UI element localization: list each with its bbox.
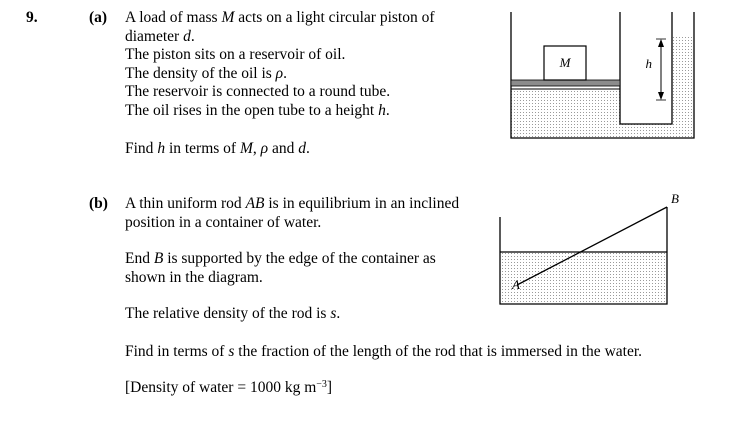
- text-line: [125, 379, 332, 397]
- text-segment: M: [239, 140, 253, 157]
- text-segment: diameter: [125, 27, 184, 45]
- text-segment: [Density of water = 1000 kg m: [125, 379, 317, 396]
- text-line: [125, 214, 321, 232]
- height-label: h: [645, 56, 652, 71]
- text-segment: B: [153, 250, 164, 267]
- text-line: [125, 305, 340, 323]
- part-a-label: (a): [89, 9, 108, 26]
- text-segment: in terms of: [165, 140, 240, 157]
- text-segment: −3: [316, 379, 327, 390]
- piston-reservoir-diagram: [511, 12, 694, 138]
- text-line: [125, 28, 195, 46]
- text-segment: The relative density of the rod is: [125, 305, 331, 322]
- text-segment: AB: [245, 195, 265, 212]
- text-line: [125, 195, 459, 213]
- text-segment: is supported by the edge of the container as: [163, 250, 436, 267]
- text-line: [125, 140, 310, 158]
- text-segment: is in equilibrium in an inclined: [264, 195, 460, 212]
- text-segment: s: [228, 343, 235, 360]
- text-segment: .: [336, 305, 341, 322]
- text-segment: .: [385, 102, 390, 119]
- text-segment: ρ: [275, 64, 284, 82]
- piston: [511, 80, 620, 86]
- text-line: [125, 65, 287, 83]
- text-line: [125, 83, 390, 101]
- text-line: [125, 46, 345, 64]
- text-segment: and: [268, 140, 299, 157]
- text-segment: .: [190, 27, 195, 45]
- text-segment: .: [283, 64, 287, 82]
- text-line: [125, 343, 642, 361]
- text-segment: the fraction of the length of the rod that is immersed in the water.: [234, 343, 643, 360]
- end-a-label: A: [512, 277, 520, 292]
- text-line: [125, 269, 263, 287]
- text-segment: .: [305, 140, 310, 157]
- text-segment: A load of mass: [125, 9, 222, 26]
- oil-column-tube: [672, 37, 694, 138]
- text-line: [125, 9, 435, 27]
- text-segment: The piston sits on a reservoir of oil.: [125, 46, 346, 64]
- text-segment: position in a container of water.: [125, 213, 322, 231]
- text-segment: shown in the diagram.: [125, 268, 263, 286]
- text-segment: The oil rises in the open tube to a height: [125, 102, 379, 119]
- end-b-label: B: [671, 191, 679, 206]
- text-segment: The density of the oil is: [125, 64, 276, 82]
- text-segment: d: [298, 140, 306, 157]
- text-segment: h: [378, 102, 386, 119]
- oil-bottom-channel: [511, 124, 694, 138]
- text-line: [125, 102, 390, 120]
- text-segment: The reservoir is connected to a round tube.: [125, 83, 391, 101]
- question-number: 9.: [26, 9, 38, 26]
- height-arrow-head-up: [658, 39, 664, 47]
- part-b-label: (b): [89, 195, 108, 212]
- text-segment: A thin uniform rod: [125, 195, 246, 212]
- text-segment: acts on a light circular piston of: [234, 9, 435, 26]
- text-segment: d: [183, 27, 191, 45]
- text-segment: M: [221, 9, 235, 26]
- text-segment: ]: [326, 379, 333, 396]
- text-segment: Find: [125, 140, 158, 157]
- text-line: [125, 250, 436, 268]
- text-segment: End: [125, 250, 154, 267]
- mass-label: M: [559, 55, 571, 70]
- height-arrow-head-down: [658, 92, 664, 100]
- text-segment: s: [330, 305, 337, 322]
- text-segment: ,: [252, 140, 261, 157]
- water-region: [500, 252, 667, 304]
- rod-container-diagram: [500, 191, 679, 304]
- text-segment: Find in terms of: [125, 343, 229, 360]
- text-segment: ρ: [260, 140, 269, 157]
- text-segment: h: [157, 140, 166, 157]
